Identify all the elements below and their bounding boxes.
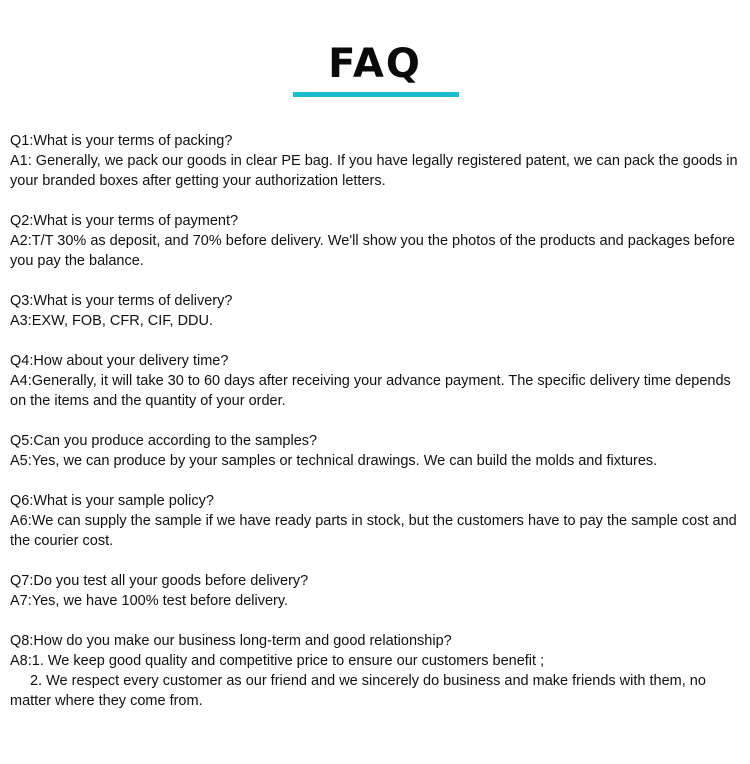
- faq-answer-8-continued: [10, 671, 742, 711]
- faq-question-5: Q5:Can you produce according to the samples?: [10, 433, 318, 449]
- faq-item-7: [10, 571, 742, 611]
- page-title: FAQ: [328, 41, 422, 87]
- faq-item-1: [10, 131, 742, 191]
- faq-item-2: [10, 211, 742, 271]
- faq-item-5: [10, 431, 742, 471]
- faq-answer-5: A5:Yes, we can produce by your samples or technical drawings. We can build the molds and fixtures.: [10, 453, 658, 469]
- title-underline: [293, 92, 459, 97]
- faq-question-1: Q1:What is your terms of packing?: [10, 133, 233, 149]
- faq-answer-2: A2:T/T 30% as deposit, and 70% before delivery. We'll show you the photos of the products and packages before you pay the balance.: [10, 233, 735, 269]
- faq-list: [10, 131, 742, 731]
- faq-item-8: [10, 631, 742, 711]
- faq-answer-4: A4:Generally, it will take 30 to 60 days after receiving your advance payment. The specific delivery time depends on the items and the quantity of your order.: [10, 373, 731, 409]
- faq-answer-1: A1: Generally, we pack our goods in clear PE bag. If you have legally registered patent, we can pack the goods in your branded boxes after getting your authorization letters.: [10, 153, 738, 189]
- faq-question-8: Q8:How do you make our business long-term and good relationship?: [10, 633, 452, 649]
- faq-question-6: Q6:What is your sample policy?: [10, 493, 214, 509]
- faq-item-4: [10, 351, 742, 411]
- faq-question-2: Q2:What is your terms of payment?: [10, 213, 239, 229]
- faq-answer-8-point-2: 2. We respect every customer as our friend and we sincerely do business and make friends with them, no matter where they come from.: [10, 673, 706, 709]
- faq-header: [0, 38, 750, 97]
- faq-question-4: Q4:How about your delivery time?: [10, 353, 229, 369]
- faq-question-3: Q3:What is your terms of delivery?: [10, 293, 233, 309]
- faq-answer-3: A3:EXW, FOB, CFR, CIF, DDU.: [10, 313, 214, 329]
- faq-item-3: [10, 291, 742, 331]
- faq-answer-8: A8:1. We keep good quality and competitive price to ensure our customers benefit ;: [10, 653, 545, 669]
- faq-answer-6: A6:We can supply the sample if we have ready parts in stock, but the customers have to pay the sample cost and the courier cost.: [10, 513, 737, 549]
- faq-answer-7: A7:Yes, we have 100% test before delivery.: [10, 593, 289, 609]
- faq-item-6: [10, 491, 742, 551]
- faq-question-7: Q7:Do you test all your goods before delivery?: [10, 573, 309, 589]
